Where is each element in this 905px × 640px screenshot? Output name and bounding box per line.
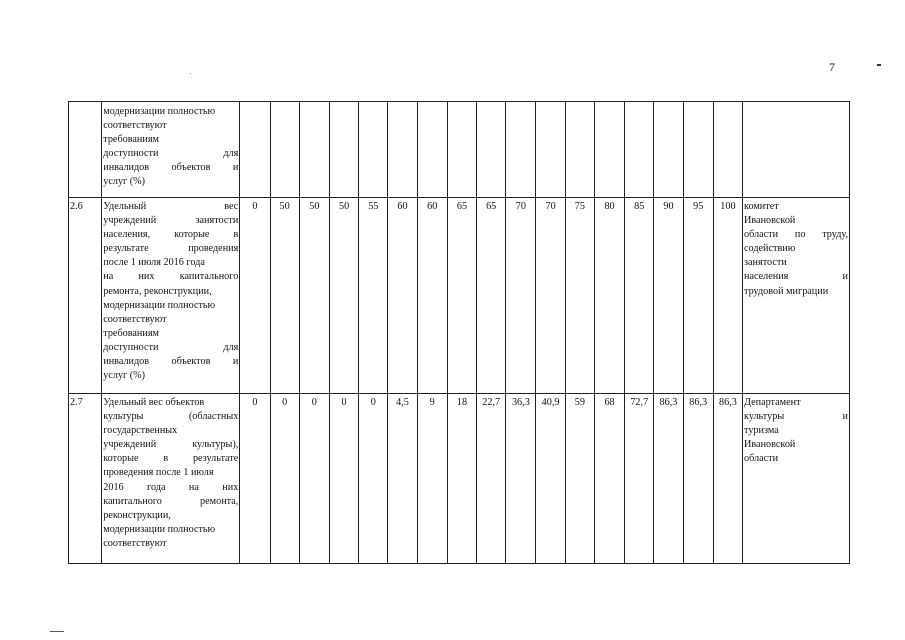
indicator-description [102,198,240,394]
responsible-line: области [744,453,779,465]
year-value-cell [654,102,683,198]
year-value-cell [536,102,565,198]
year-value-cell: 36,3 [506,394,536,564]
year-value-cell [299,102,329,198]
responsible-line: Департамент [744,397,801,408]
description-line: доступности для [103,148,239,160]
description-line: населения, которые в [103,229,239,241]
year-value-cell: 0 [270,394,299,564]
year-value-cell [477,102,506,198]
description-line: услуг (%) [103,176,146,188]
year-value-cell: 22,7 [477,394,506,564]
description-line: учреждений культуры), [103,439,239,451]
description-line: на них капитального [103,271,239,283]
responsible-authority [743,394,850,564]
description-line: после 1 июля 2016 года [103,257,205,269]
responsible-authority [743,102,850,198]
year-value-cell [506,102,536,198]
indicator-description [102,394,240,564]
table-row [69,198,850,394]
responsible-line: туризма [744,425,779,437]
year-value-cell: 86,3 [683,394,713,564]
description-line: модернизации полностью [103,523,216,535]
year-value-cell: 50 [299,198,329,394]
description-line: реконструкции, [103,509,171,521]
year-value-cell: 50 [329,198,358,394]
indicator-description [102,102,240,198]
year-value-cell: 40,9 [536,394,565,564]
year-value-cell [625,102,654,198]
year-value-cell: 72,7 [625,394,654,564]
year-value-cell: 0 [240,198,270,394]
scan-speck [877,64,881,66]
year-value-cell: 86,3 [654,394,683,564]
year-value-cell [240,102,270,198]
responsible-line: Ивановской [744,439,796,451]
row-number: 2.6 [69,198,102,394]
year-value-cell: 55 [359,198,388,394]
year-value-cell: 0 [329,394,358,564]
description-line: требованиям [103,327,159,339]
year-value-cell: 80 [594,198,624,394]
year-value-cell [594,102,624,198]
year-value-cell [417,102,447,198]
responsible-authority [743,198,850,394]
description-line: инвалидов объектов и [103,162,239,174]
year-value-cell [713,102,742,198]
year-value-cell: 9 [417,394,447,564]
description-line: учреждений занятости [103,215,239,227]
year-value-cell: 65 [447,198,476,394]
year-value-cell: 0 [240,394,270,564]
responsible-line: трудовой миграции [744,285,829,297]
row-number: 2.7 [69,394,102,564]
year-value-cell: 59 [565,394,594,564]
year-value-cell [447,102,476,198]
description-line: соответствуют [103,537,167,549]
responsible-line: занятости [744,257,787,269]
responsible-line: комитет [744,201,779,212]
description-line: доступности для [103,341,239,353]
description-line: которые в результате [103,453,239,465]
year-value-cell: 18 [447,394,476,564]
year-value-cell: 65 [477,198,506,394]
description-line: проведения после 1 июля [103,467,214,479]
row-number [69,102,102,198]
description-line: услуг (%) [103,370,146,382]
year-value-cell: 85 [625,198,654,394]
description-line: результате проведения [103,243,239,255]
responsible-line: населения и [744,271,848,283]
description-line: Удельный вес объектов [103,397,205,408]
year-value-cell: 75 [565,198,594,394]
year-value-cell: 90 [654,198,683,394]
year-value-cell: 100 [713,198,742,394]
description-line: культуры (областных [103,411,239,423]
description-line: Удельный вес [103,201,239,212]
year-value-cell [388,102,417,198]
table-row [69,102,850,198]
year-value-cell: 50 [270,198,299,394]
year-value-cell [565,102,594,198]
table-row [69,394,850,564]
responsible-line: культуры и [744,411,848,423]
year-value-cell: 60 [417,198,447,394]
year-value-cell: 95 [683,198,713,394]
year-value-cell: 68 [594,394,624,564]
year-value-cell [270,102,299,198]
description-line: ремонта, реконструкции, [103,285,212,297]
page-number: 7 [829,60,835,74]
year-value-cell: 70 [506,198,536,394]
description-line: соответствуют [103,120,167,132]
scan-speck [190,73,191,74]
year-value-cell: 0 [299,394,329,564]
description-line: 2016 года на них [103,481,239,493]
responsible-line: содействию [744,243,796,255]
year-value-cell [359,102,388,198]
responsible-line: Ивановской [744,215,796,227]
year-value-cell: 4,5 [388,394,417,564]
responsible-line: области по труду, [744,229,848,241]
year-value-cell [329,102,358,198]
year-value-cell [683,102,713,198]
scan-speck [50,631,64,632]
description-line: модернизации полностью [103,299,216,311]
indicator-table [68,101,850,564]
description-line: капитального ремонта, [103,495,239,507]
year-value-cell: 86,3 [713,394,742,564]
year-value-cell: 60 [388,198,417,394]
description-line: инвалидов объектов и [103,356,239,368]
description-line: соответствуют [103,313,167,325]
year-value-cell: 0 [359,394,388,564]
description-line: требованиям [103,134,159,146]
description-line: модернизации полностью [103,106,216,117]
description-line: государственных [103,425,178,437]
year-value-cell: 70 [536,198,565,394]
